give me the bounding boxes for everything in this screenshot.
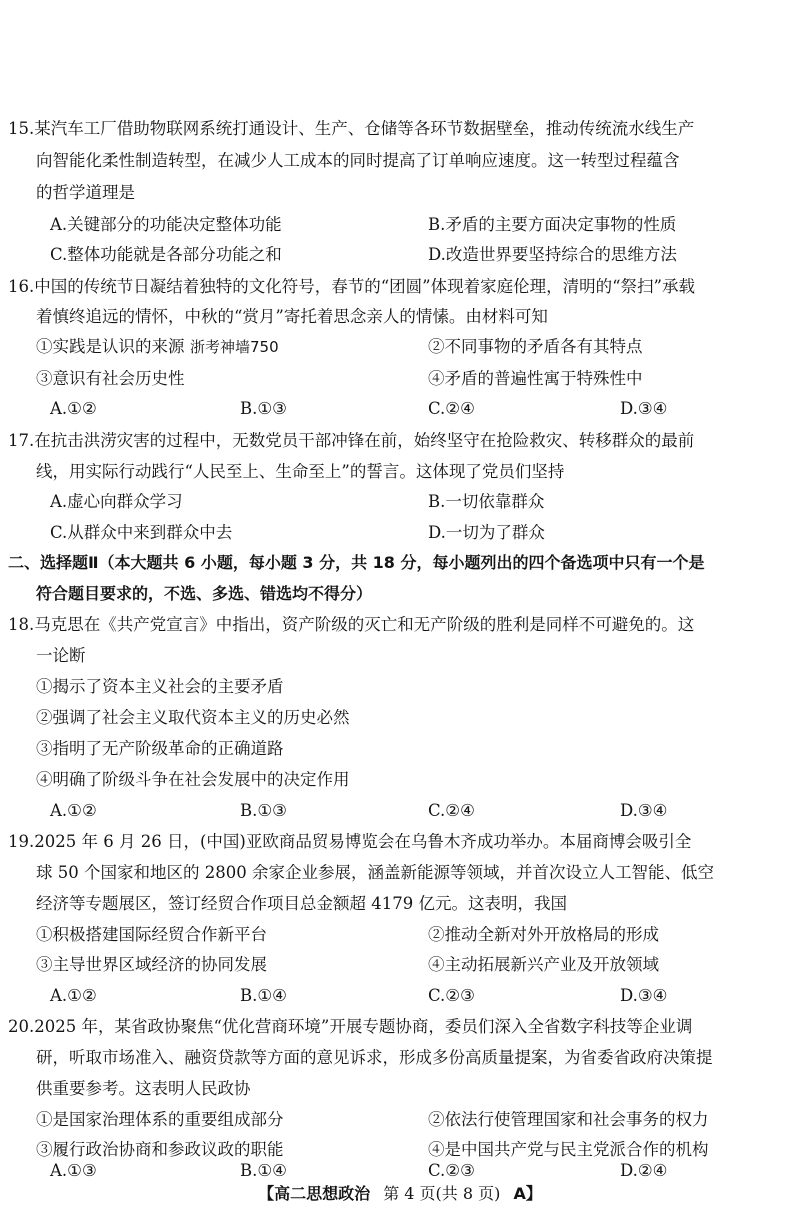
option-b: B.①③: [240, 399, 287, 418]
statement-1: ①揭示了资本主义社会的主要矛盾: [36, 677, 284, 696]
option-b: B.一切依靠群众: [428, 492, 545, 511]
option-a: A.①③: [50, 1161, 97, 1180]
option-a: A.①②: [50, 986, 97, 1005]
statement-2: ②依法行使管理国家和社会事务的权力: [428, 1110, 709, 1129]
footer-version: A】: [513, 1184, 542, 1203]
question-stem-line: 15.某汽车工厂借助物联网系统打通设计、生产、仓储等各环节数据壁垒，推动传统流水线生产: [8, 119, 695, 138]
option-b: B.①④: [240, 986, 287, 1005]
statement-2: ②推动全新对外开放格局的形成: [428, 925, 659, 944]
option-d: D.③④: [620, 399, 668, 418]
footer-page-number: 第 4 页(共 8 页): [383, 1184, 501, 1203]
question-stem-line: 的哲学道理是: [36, 183, 135, 202]
question-stem-line: 19.2025 年 6 月 26 日，(中国)亚欧商品贸易博览会在乌鲁木齐成功举办。本届商博会吸引全: [8, 832, 692, 851]
statement-4: ④矛盾的普遍性寓于特殊性中: [428, 369, 643, 388]
option-c: C.从群众中来到群众中去: [50, 523, 233, 542]
option-a: A.①②: [50, 801, 97, 820]
option-a: A.关键部分的功能决定整体功能: [50, 215, 282, 234]
option-c: C.②③: [428, 986, 475, 1005]
watermark-text: 浙考神墙750: [190, 338, 279, 356]
option-b: B.①③: [240, 801, 287, 820]
option-b: B.①④: [240, 1161, 287, 1180]
statement-2: ②不同事物的矛盾各有其特点: [428, 337, 643, 356]
statement-4: ④明确了阶级斗争在社会发展中的决定作用: [36, 770, 350, 789]
statement-4: ④主动拓展新兴产业及开放领域: [428, 955, 659, 974]
footer-subject: 【高二思想政治: [258, 1184, 371, 1203]
question-stem-line: 18.马克思在《共产党宣言》中指出，资产阶级的灭亡和无产阶级的胜利是同样不可避免的。这: [8, 615, 695, 634]
option-d: D.改造世界要坚持综合的思维方法: [428, 245, 677, 264]
page-footer: [0, 1183, 800, 1205]
statement-1: ①积极搭建国际经贸合作新平台: [36, 925, 267, 944]
question-stem-line: 20.2025 年，某省政协聚焦“优化营商环境”开展专题协商，委员们深入全省数字科技等企业调: [8, 1017, 693, 1036]
statement-3: ③指明了无产阶级革命的正确道路: [36, 739, 284, 758]
option-c: C.②④: [428, 399, 475, 418]
statement-1: ①实践是认识的来源: [36, 337, 185, 356]
option-a: A.①②: [50, 399, 97, 418]
statement-3: ③主导世界区域经济的协同发展: [36, 955, 267, 974]
question-stem-line: 球 50 个国家和地区的 2800 余家企业参展，涵盖新能源等领域，并首次设立人工智能、低空: [36, 863, 714, 882]
question-stem-line: 供重要参考。这表明人民政协: [36, 1079, 251, 1098]
option-c: C.②③: [428, 1161, 475, 1180]
question-stem-line: 向智能化柔性制造转型，在减少人工成本的同时提高了订单响应速度。这一转型过程蕴含: [36, 151, 680, 170]
section-heading-line: 符合题目要求的，不选、多选、错选均不得分）: [36, 584, 373, 603]
option-a: A.虚心向群众学习: [50, 492, 183, 511]
question-stem-line: 经济等专题展区，签订经贸合作项目总金额超 4179 亿元。这表明，我国: [36, 894, 567, 913]
option-d: D.③④: [620, 801, 668, 820]
statement-1: ①是国家治理体系的重要组成部分: [36, 1110, 284, 1129]
question-stem-line: 着慎终追远的情怀，中秋的“赏月”寄托着思念亲人的情愫。由材料可知: [36, 307, 548, 326]
statement-2: ②强调了社会主义取代资本主义的历史必然: [36, 708, 350, 727]
option-d: D.③④: [620, 986, 668, 1005]
question-stem-line: 16.中国的传统节日凝结着独特的文化符号，春节的“团圆”体现着家庭伦理，清明的“祭扫”承载: [8, 277, 695, 296]
statement-4: ④是中国共产党与民主党派合作的机构: [428, 1140, 709, 1159]
option-c: C.②④: [428, 801, 475, 820]
question-stem-line: 线，用实际行动践行“人民至上、生命至上”的誓言。这体现了党员们坚持: [36, 462, 565, 481]
statement-3: ③履行政治协商和参政议政的职能: [36, 1140, 284, 1159]
question-stem-line: 一论断: [36, 646, 86, 665]
statement-3: ③意识有社会历史性: [36, 369, 185, 388]
question-stem-line: 17.在抗击洪涝灾害的过程中，无数党员干部冲锋在前，始终坚守在抢险救灾、转移群众的最前: [8, 431, 695, 450]
option-d: D.②④: [620, 1161, 668, 1180]
question-stem-line: 研，听取市场准入、融资贷款等方面的意见诉求，形成多份高质量提案，为省委省政府决策提: [36, 1048, 713, 1067]
option-d: D.一切为了群众: [428, 523, 545, 542]
option-b: B.矛盾的主要方面决定事物的性质: [428, 215, 677, 234]
option-c: C.整体功能就是各部分功能之和: [50, 245, 282, 264]
section-heading-line: 二、选择题Ⅱ（本大题共 6 小题，每小题 3 分，共 18 分，每小题列出的四个备选项中只有一个是: [8, 553, 705, 572]
